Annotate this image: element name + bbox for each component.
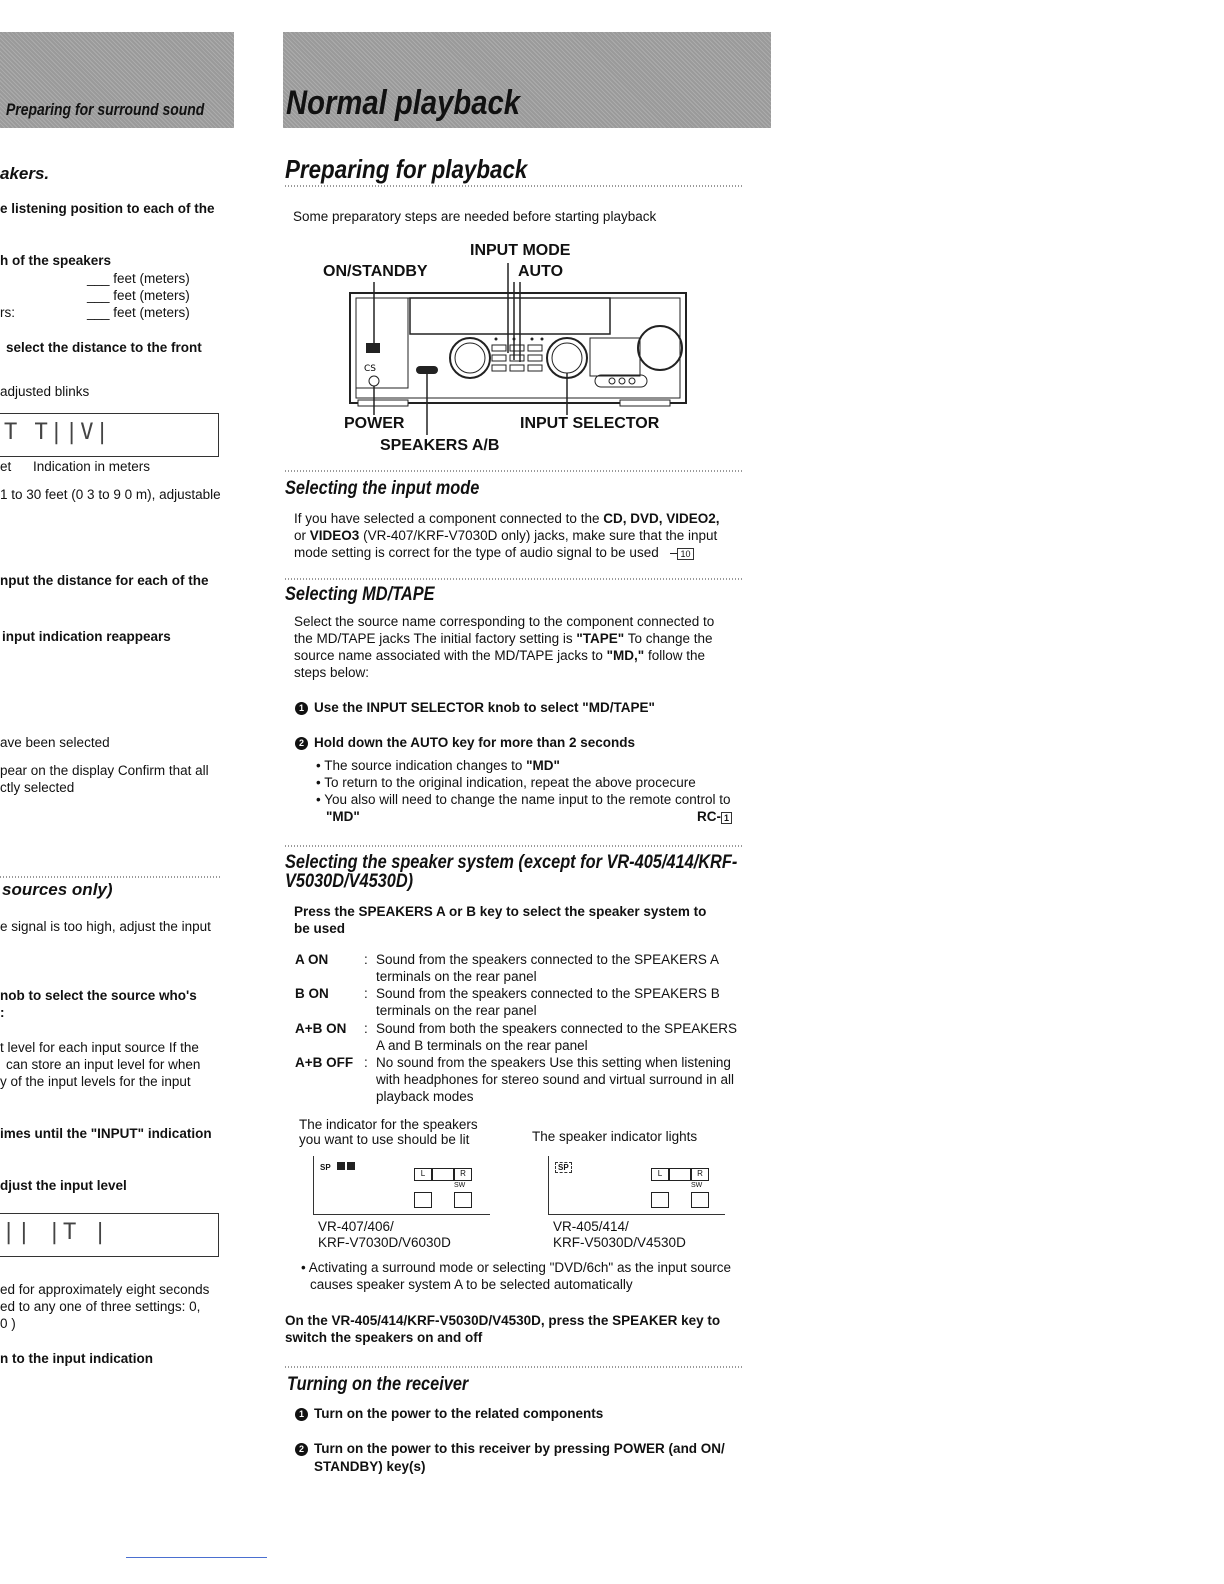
- label-power: POWER: [344, 415, 405, 432]
- md-step-1: 1 Use the INPUT SELECTOR knob to select "MD/TAPE": [295, 700, 655, 715]
- speaker-option-desc: playback modes: [376, 1089, 474, 1104]
- left-text-line: rs:: [0, 305, 15, 320]
- left-text-line: select the distance to the front: [6, 340, 202, 355]
- left-text-line: h of the speakers: [0, 253, 112, 268]
- display-model-2a: VR-405/414/: [553, 1219, 629, 1234]
- turn-on-step-2b: STANDBY) key(s): [314, 1459, 426, 1474]
- input-mode-line-1: If you have selected a component connected to the CD, DVD, VIDEO2,: [294, 511, 720, 526]
- left-text-line: adjusted blinks: [0, 384, 90, 399]
- left-divider: [0, 876, 222, 878]
- sp-indicator-1: SP: [320, 1162, 355, 1172]
- display-model-2b: KRF-V5030D/V4530D: [553, 1235, 686, 1250]
- left-banner-title: Preparing for surround sound: [6, 100, 205, 119]
- left-text-line: ctly selected: [0, 780, 75, 795]
- speaker-bullet-1b: causes speaker system A to be selected automatically: [310, 1277, 633, 1292]
- display-model-1b: KRF-V7030D/V6030D: [318, 1235, 451, 1250]
- footer-rule: [126, 1557, 267, 1558]
- left-text-line: input indication reappears: [2, 629, 171, 644]
- speaker-option-key: A ON: [295, 952, 329, 967]
- step-number-icon: 2: [295, 1443, 308, 1456]
- sp-indicator-2: SP: [555, 1162, 572, 1173]
- left-heading: akers.: [0, 164, 50, 183]
- md-bullet-3: • You also will need to change the name input to the remote control to: [316, 792, 731, 807]
- l-indicator-1: L: [414, 1168, 432, 1181]
- display-model-1a: VR-407/406/: [318, 1219, 394, 1234]
- speaker-option-colon: :: [364, 1021, 368, 1036]
- speaker-note-1: On the VR-405/414/KRF-V5030D/V4530D, press the SPEAKER key to: [285, 1313, 721, 1328]
- divider-input-mode: [285, 470, 743, 472]
- speaker-option-desc: terminals on the rear panel: [376, 1003, 537, 1018]
- left-text-line: Indication in meters: [33, 459, 151, 474]
- sr-indicator-1: [454, 1192, 472, 1208]
- left-text-line: :: [0, 1005, 5, 1020]
- md-para-3: source name associated with the MD/TAPE jacks to "MD," follow the: [294, 648, 706, 663]
- md-step-2: 2 Hold down the AUTO key for more than 2 seconds: [295, 735, 635, 750]
- left-text-line: can store an input level for when: [6, 1057, 201, 1072]
- turn-on-step-1: 1 Turn on the power to the related components: [295, 1406, 603, 1421]
- heading-input-mode: Selecting the input mode: [285, 478, 480, 499]
- section-title-underline: [285, 185, 743, 187]
- speaker-instr-1: Press the SPEAKERS A or B key to select the speaker system to: [294, 904, 707, 919]
- md-bullet-2: • To return to the original indication, repeat the above procecure: [316, 775, 696, 790]
- speaker-instr-2: be used: [294, 921, 346, 936]
- left-text-line: ___ feet (meters): [87, 271, 190, 286]
- left-text-line: t level for each input source If the: [0, 1040, 199, 1055]
- speaker-note-2: switch the speakers on and off: [285, 1330, 483, 1345]
- divider-turn-on: [285, 1366, 743, 1368]
- left-subheading: sources only): [2, 880, 113, 899]
- left-text-line: pear on the display Confirm that all: [0, 763, 209, 778]
- input-mode-line-3: mode setting is correct for the type of audio signal to be used – 10: [294, 544, 694, 561]
- sl-indicator-2: [651, 1192, 669, 1208]
- segment-display-2: || |T |: [2, 1220, 109, 1245]
- heading-turn-on: Turning on the receiver: [287, 1374, 469, 1395]
- indicator-note-2: you want to use should be lit: [299, 1132, 470, 1147]
- section-title: Preparing for playback: [285, 154, 528, 184]
- speaker-option-key: B ON: [295, 986, 329, 1001]
- heading-speaker-1: Selecting the speaker system (except for VR-405/414/KRF-: [285, 852, 738, 873]
- md-remote-ref: RC- 1: [697, 808, 732, 825]
- left-text-line: 1 to 30 feet (0 3 to 9 0 m), adjustable: [0, 487, 221, 502]
- speaker-option-desc: Sound from the speakers connected to the SPEAKERS B: [376, 986, 720, 1001]
- left-text-line: ___ feet (meters): [87, 305, 190, 320]
- md-bullet-1: • The source indication changes to "MD": [316, 758, 560, 773]
- sw-label-2: SW: [691, 1182, 703, 1189]
- left-text-line: e listening position to each of the: [0, 201, 215, 216]
- label-auto: AUTO: [518, 263, 564, 280]
- l-indicator-2: L: [651, 1168, 669, 1181]
- c-indicator-1: [432, 1168, 454, 1181]
- receiver-diagram: [320, 240, 700, 460]
- left-text-line: djust the input level: [0, 1178, 127, 1193]
- left-text-line: ave been selected: [0, 735, 110, 750]
- divider-speaker: [285, 845, 743, 847]
- r-indicator-2: R: [691, 1168, 709, 1181]
- sl-indicator-1: [414, 1192, 432, 1208]
- speaker-option-key: A+B OFF: [295, 1055, 354, 1070]
- speaker-option-desc: Sound from the speakers connected to the SPEAKERS A: [376, 952, 719, 967]
- label-on-standby: ON/STANDBY: [323, 263, 428, 280]
- c-indicator-2: [669, 1168, 691, 1181]
- left-text-line: imes until the "INPUT" indication: [0, 1126, 212, 1141]
- left-text-line: et: [0, 459, 12, 474]
- remote-ref-icon: 1: [721, 812, 732, 824]
- speaker-bullet-1: • Activating a surround mode or selecting "DVD/6ch" as the input source: [301, 1260, 732, 1275]
- md-bullet-3-md: "MD": [326, 809, 360, 824]
- left-text-line: 0 ): [0, 1316, 16, 1331]
- sw-label-1: SW: [454, 1182, 466, 1189]
- label-input-selector: INPUT SELECTOR: [520, 415, 660, 432]
- speaker-option-desc: terminals on the rear panel: [376, 969, 537, 984]
- speaker-display-2: [548, 1156, 725, 1215]
- step-number-icon: 2: [295, 737, 308, 750]
- speaker-option-desc: A and B terminals on the rear panel: [376, 1038, 588, 1053]
- speaker-option-colon: :: [364, 952, 368, 967]
- indicator-note-3: The speaker indicator lights: [532, 1129, 698, 1144]
- speaker-option-desc: with headphones for stereo sound and virtual surround in all: [376, 1072, 734, 1087]
- md-para-1: Select the source name corresponding to the component connected to: [294, 614, 715, 629]
- speaker-option-colon: :: [364, 986, 368, 1001]
- left-text-line: nput the distance for each of the: [0, 573, 209, 588]
- r-indicator-1: R: [454, 1168, 472, 1181]
- step-number-icon: 1: [295, 1408, 308, 1421]
- md-para-2: the MD/TAPE jacks The initial factory setting is "TAPE" To change the: [294, 631, 713, 646]
- heading-md-tape: Selecting MD/TAPE: [285, 584, 435, 605]
- heading-speaker-2: V5030D/V4530D): [285, 871, 414, 892]
- left-text-line: ed for approximately eight seconds: [0, 1282, 210, 1297]
- left-text-line: ed to any one of three settings: 0,: [0, 1299, 201, 1314]
- speaker-option-key: A+B ON: [295, 1021, 347, 1036]
- divider-md-tape: [285, 578, 743, 580]
- left-display-box-2: [0, 1213, 219, 1257]
- speaker-option-desc: Sound from both the speakers connected to the SPEAKERS: [376, 1021, 737, 1036]
- left-text-line: ___ feet (meters): [87, 288, 190, 303]
- page-ref-icon: 10: [677, 548, 693, 560]
- left-display-box-1: [0, 413, 219, 457]
- sr-indicator-2: [691, 1192, 709, 1208]
- segment-display-1: T T||V|: [4, 420, 111, 445]
- left-text-line: y of the input levels for the input: [0, 1074, 191, 1089]
- svg-text:CS: CS: [364, 364, 376, 374]
- intro-text: Some preparatory steps are needed before starting playback: [293, 209, 657, 224]
- input-mode-line-2: or VIDEO3 (VR-407/KRF-V7030D only) jacks, make sure that the input: [294, 528, 718, 543]
- left-text-line: e signal is too high, adjust the input: [0, 919, 211, 934]
- step-number-icon: 1: [295, 702, 308, 715]
- indicator-note-1: The indicator for the speakers: [299, 1117, 478, 1132]
- speaker-option-colon: :: [364, 1055, 368, 1070]
- turn-on-step-2: 2 Turn on the power to this receiver by pressing POWER (and ON/: [295, 1441, 725, 1456]
- right-banner-title: Normal playback: [286, 84, 521, 122]
- label-speakers-ab: SPEAKERS A/B: [380, 437, 500, 454]
- md-para-4: steps below:: [294, 665, 370, 680]
- speaker-option-desc: No sound from the speakers Use this setting when listening: [376, 1055, 731, 1070]
- left-text-line: n to the input indication: [0, 1351, 153, 1366]
- speaker-display-1: [313, 1156, 490, 1215]
- left-text-line: nob to select the source who's: [0, 988, 197, 1003]
- label-input-mode: INPUT MODE: [470, 242, 571, 259]
